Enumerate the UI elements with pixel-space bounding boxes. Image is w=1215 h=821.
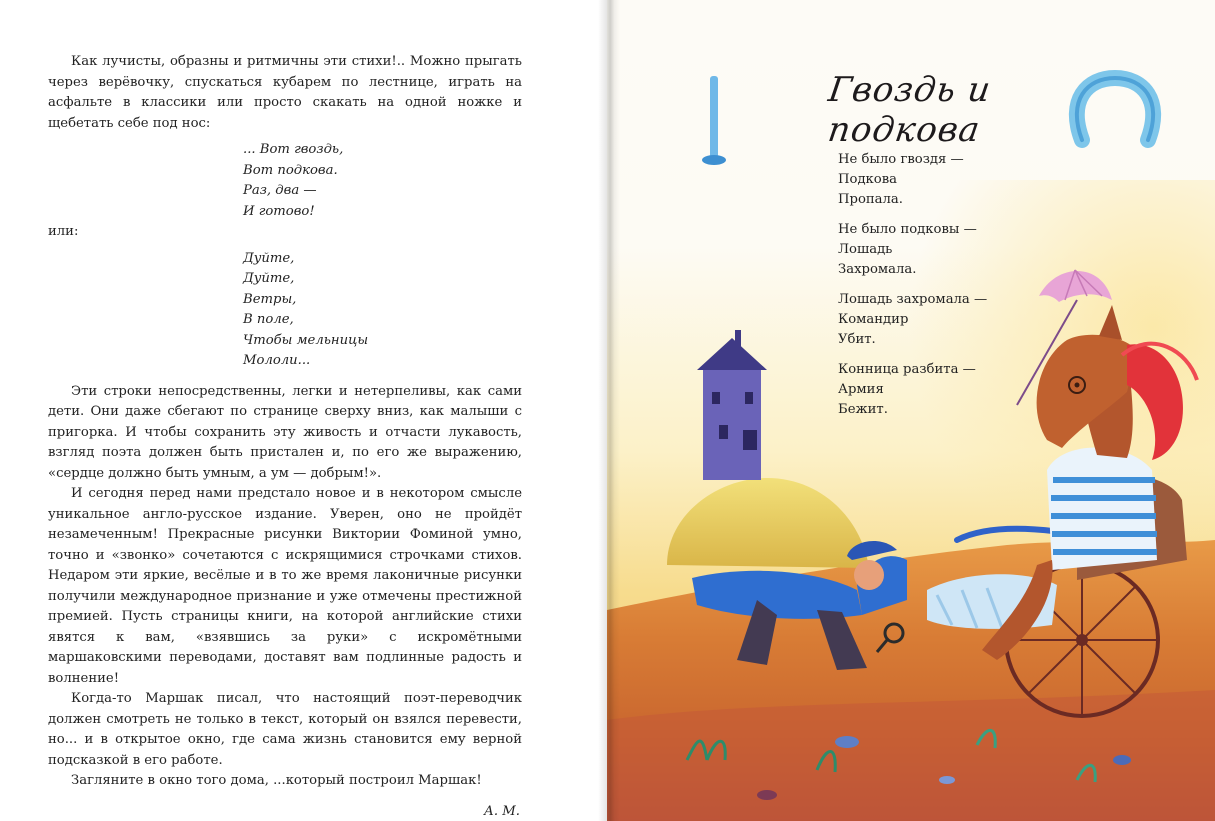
paragraph-1: Эти строки непосредственны, легки и нетерпеливы, как сами дети. Они даже сбегают по странице сверху вниз, как малыши с пригорка. И чтобы сохранить эту живость и отчасти лукавость, взгляд поэта должен быть пристален и, по его же выражению, «сердце должно быть умным, а ум — добрым!». (48, 383, 522, 481)
verse-line: Дуйте, (243, 271, 295, 286)
stanza (838, 220, 1058, 280)
poem-title: Гвоздь и подкова (825, 70, 994, 150)
or-word: или: (48, 224, 79, 239)
poem-line: Подкова (838, 172, 898, 187)
verse-winds (243, 249, 522, 372)
poem-line: Лошадь захромала — (838, 292, 988, 307)
verse-line: В поле, (243, 312, 294, 327)
poem-line: Убит. (838, 332, 876, 347)
paragraph-2: И сегодня перед нами предстало новое и в некотором смысле уникальное англо-русское издание. Уверен, оно не пройдёт незамеченным! Прекрасные рисунки Виктории Фоминой умно, точно и «звонко» сочетаются с искрящимися строчками стихов. Недаром эти яркие, весёлые и в то же время лаконичные рисунки получили международное признание и уже отмечены престижной премией. Пусть страницы книги, на которой английские стихи явятся к вам, «взявшись за руки» с искромётными маршаковскими переводами, доставят вам подлинные радость и волнение! (48, 486, 522, 686)
poem-line: Бежит. (838, 402, 888, 417)
left-page (0, 0, 607, 821)
poem-line: Лошадь (838, 242, 893, 257)
verse-line: ... Вот гвоздь, (243, 142, 344, 157)
verse-line: Мололи... (243, 353, 311, 368)
paragraph-4: Загляните в окно того дома, ...который построил Маршак! (71, 773, 482, 788)
poem-line: Конница разбита — (838, 362, 976, 377)
poem-line: Командир (838, 312, 909, 327)
verse-line: Дуйте, (243, 250, 295, 266)
left-text-column (48, 52, 522, 821)
stanza (838, 360, 1058, 420)
stanza (838, 150, 1058, 210)
poem-line: Не было подковы — (838, 222, 977, 237)
poem-line: Захромала. (838, 262, 917, 277)
verse-line: Чтобы мельницы (243, 332, 369, 348)
poem-line: Не было гвоздя — (838, 152, 964, 167)
verse-line: Ветры, (243, 291, 297, 307)
poem (838, 150, 1058, 430)
verse-nail-horseshoe (243, 140, 522, 222)
signature: А. М. (483, 803, 520, 819)
stanza (838, 290, 1058, 350)
verse-line: Вот подкова. (243, 162, 338, 178)
verse-line: И готово! (243, 203, 315, 219)
verse-line: Раз, два — (243, 183, 317, 198)
book-gutter (598, 0, 620, 821)
poem-line: Пропала. (838, 192, 903, 207)
paragraph-3: Когда-то Маршак писал, что настоящий поэт-переводчик должен смотреть не только в текст, который он взялся перевести, но... и в открытое окно, где сама жизнь становится ему верной подсказкой в его работе. (48, 691, 522, 768)
intro-paragraph: Как лучисты, образны и ритмичны эти стихи!.. Можно прыгать через верёвочку, спускаться кубарем по лестнице, играть на асфальте в классики или просто скакать на одной ножке и щебетать себе под нос: (48, 54, 522, 131)
right-page (607, 0, 1215, 821)
poem-line: Армия (838, 382, 884, 397)
